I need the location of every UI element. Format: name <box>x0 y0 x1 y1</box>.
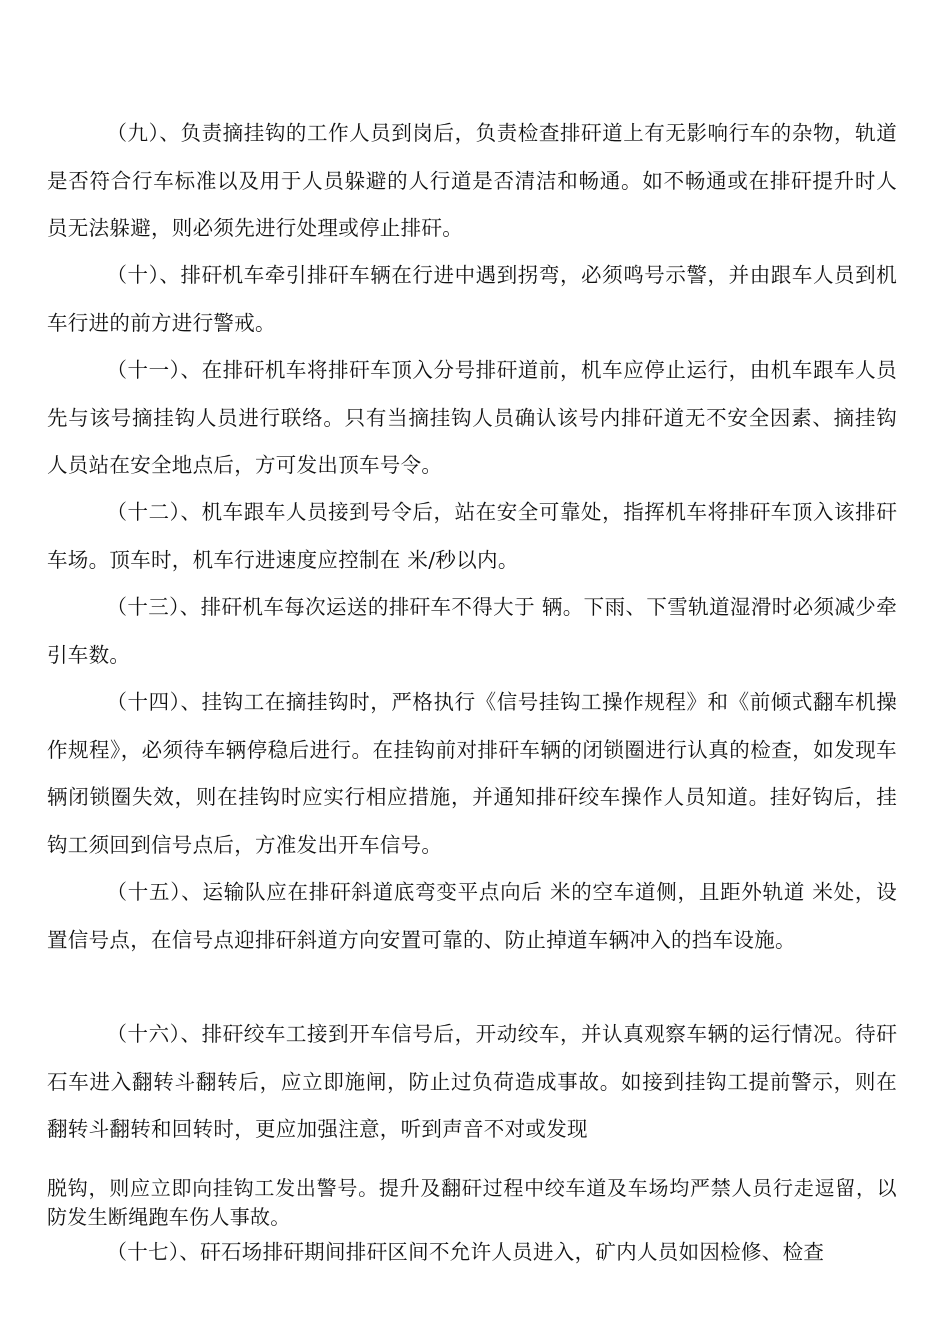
paragraph-16: （十六）、排矸绞车工接到开车信号后，开动绞车，并认真观察车辆的运行情况。待矸石车进入翻转斗翻转后，应立即施闸，防止过负荷造成事故。如接到挂钩工提前警示，则在翻转斗翻转和回转时，更应加强注意，听到声音不对或发现 <box>47 1022 897 1141</box>
paragraph-15: （十五）、运输队应在排矸斜道底弯变平点向后 米的空车道侧，且距外轨道 米处，设置信号点，在信号点迎排矸斜道方向安置可靠的、防止掉道车辆冲入的挡车设施。 <box>47 880 897 952</box>
paragraph-17: （十七）、矸石场排矸期间排矸区间不允许人员进入，矿内人员如因检修、检查 <box>106 1240 825 1264</box>
paragraph-9: （九）、负责摘挂钩的工作人员到岗后，负责检查排矸道上有无影响行车的杂物，轨道是否符合行车标准以及用于人员躲避的人行道是否清洁和畅通。如不畅通或在排矸提升时人员无法躲避，则必须先进行处理或停止排矸。 <box>47 121 897 240</box>
paragraph-14: （十四）、挂钩工在摘挂钩时，严格执行《信号挂钩工操作规程》和《前倾式翻车机操作规程》，必须待车辆停稳后进行。在挂钩前对排矸车辆的闭锁圈进行认真的检查，如发现车辆闭锁圈失效，则在挂钩时应实行相应措施，并通知排矸绞车操作人员知道。挂好钩后，挂钩工须回到信号点后，方准发出开车信号。 <box>47 690 897 857</box>
paragraph-10: （十）、排矸机车牵引排矸车辆在行进中遇到拐弯，必须鸣号示警，并由跟车人员到机车行进的前方进行警戒。 <box>47 263 897 335</box>
paragraph-11: （十一）、在排矸机车将排矸车顶入分号排矸道前，机车应停止运行，由机车跟车人员先与该号摘挂钩人员进行联络。只有当摘挂钩人员确认该号内排矸道无不安全因素、摘挂钩人员站在安全地点后，方可发出顶车号令。 <box>47 358 897 477</box>
paragraph-13: （十三）、排矸机车每次运送的排矸车不得大于 辆。下雨、下雪轨道湿滑时必须减少牵引车数。 <box>47 595 897 667</box>
paragraph-16-continued: 脱钩，则应立即向挂钩工发出警号。提升及翻矸过程中绞车道及车场均严禁人员行走逗留，以防发生断绳跑车伤人事故。 <box>47 1176 897 1229</box>
paragraph-12: （十二）、机车跟车人员接到号令后，站在安全可靠处，指挥机车将排矸车顶入该排矸车场。顶车时，机车行进速度应控制在 米/秒以内。 <box>47 500 897 572</box>
